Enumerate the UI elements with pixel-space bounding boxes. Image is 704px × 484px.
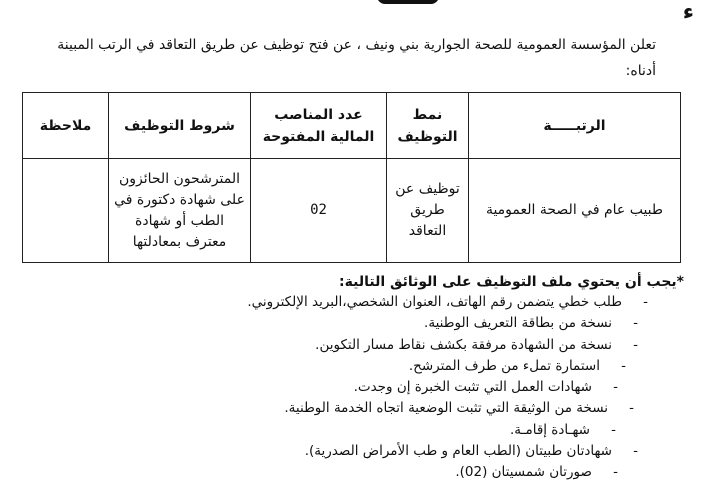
list-item: - طلب خطي يتضمن رقم الهاتف، العنوان الشخصي،البريد الإلكتروني.: [24, 292, 644, 313]
intro-paragraph: تعلن المؤسسة العمومية للصحة الجوارية بني ونيف ، عن فتح توظيف عن طريق التعاقد في الرتب المبينة أدناه:: [57, 37, 656, 79]
list-item: - شهـادة إقامـة.: [24, 420, 612, 441]
header-rank: الرتبـــــة: [469, 93, 681, 159]
documents-title: *يجب أن يحتوي ملف التوظيف على الوثائق التالية:: [339, 274, 684, 290]
cell-note: [23, 159, 109, 263]
list-item: - شهادتان طبيتان (الطب العام و طب الأمراض الصدرية).: [24, 441, 634, 462]
cell-mode: توظيف عن طريق التعاقد: [387, 159, 469, 263]
bullet-dash-icon: -: [621, 357, 626, 374]
list-item: - استمارة تملء من طرف المترشح.: [24, 356, 622, 377]
cropped-heading-char: ء: [682, 0, 694, 25]
bullet-dash-icon: -: [613, 379, 618, 396]
cell-rank: طبيب عام في الصحة العمومية: [469, 159, 681, 263]
bullet-dash-icon: -: [633, 443, 638, 460]
table-header-row: [23, 93, 681, 159]
cell-positions: 02: [251, 159, 387, 263]
header-mode: نمط التوظيف: [387, 93, 469, 159]
documents-list: [24, 292, 684, 484]
bullet-dash-icon: -: [633, 315, 638, 332]
list-item: - نسخة من الشهادة مرفقة بكشف نقاط مسار التكوين.: [24, 335, 634, 356]
bullet-dash-icon: -: [613, 464, 618, 481]
cropped-heading-mark: [377, 0, 439, 4]
list-item: - نسخة من الوثيقة التي تثبت الوضعية اتجاه الخدمة الوطنية.: [24, 398, 630, 419]
bullet-dash-icon: -: [611, 421, 616, 438]
bullet-dash-icon: -: [629, 400, 634, 417]
table-row: [23, 159, 681, 263]
header-conditions: شروط التوظيف: [109, 93, 251, 159]
documents-section: [24, 272, 684, 484]
positions-table: [22, 92, 681, 263]
list-item: - شهادات العمل التي تثبت الخبرة إن وجدت.: [24, 377, 614, 398]
cell-conditions: المترشحون الحائزون على شهادة دكتورة في الطب أو شهادة معترف بمعادلتها: [109, 159, 251, 263]
list-item: - نسخة من بطاقة التعريف الوطنية.: [24, 313, 634, 334]
list-item: - صورتان شمسيتان (02).: [24, 462, 614, 483]
header-note: ملاحظة: [23, 93, 109, 159]
bullet-dash-icon: -: [643, 294, 648, 310]
bullet-dash-icon: -: [633, 336, 638, 353]
header-positions: عدد المناصب المالية المفتوحة: [251, 93, 387, 159]
